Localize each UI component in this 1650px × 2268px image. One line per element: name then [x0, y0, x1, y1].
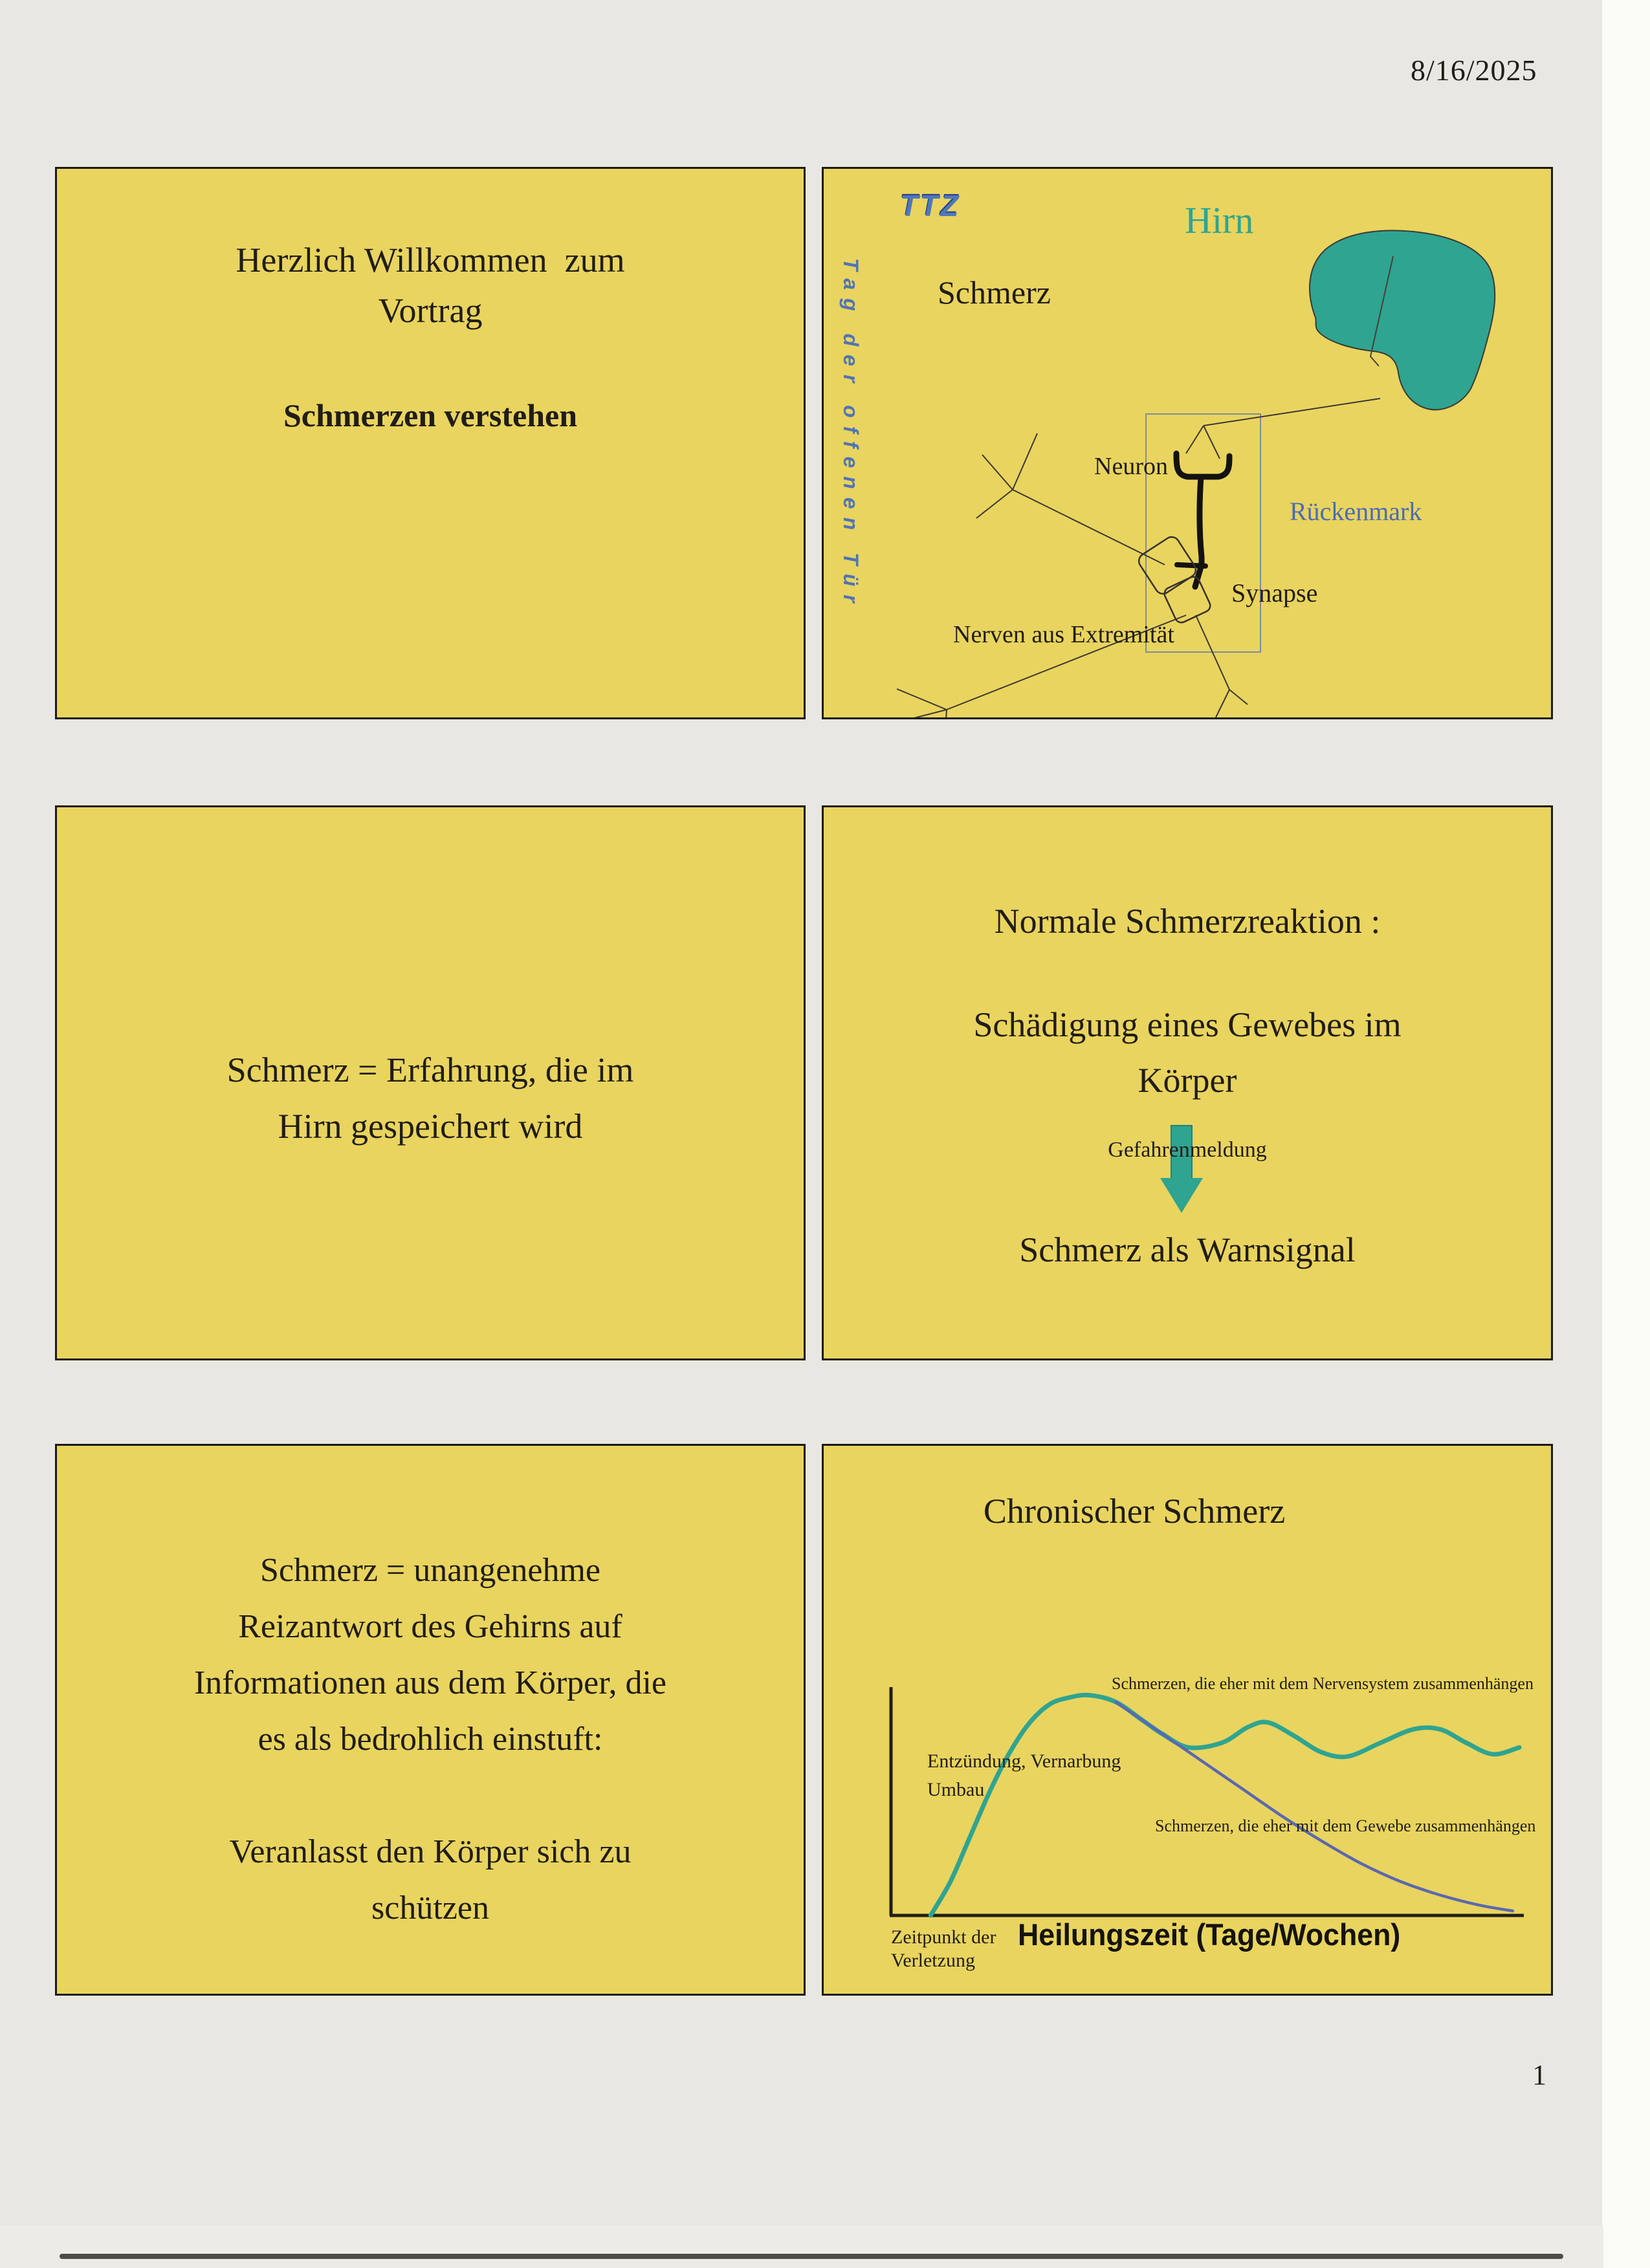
lecture-title: Schmerzen verstehen [283, 397, 578, 433]
spinal-cord-box [1146, 414, 1260, 652]
chronic-pain-chart [824, 1446, 1551, 1994]
brain-label: Hirn [1185, 199, 1254, 241]
protection-line-2: schützen [371, 1890, 489, 1926]
series-label-tissue: Schmerzen, die eher mit dem Gewebe zusammenhängen [1155, 1816, 1536, 1835]
neuron-label: Neuron [1094, 453, 1168, 480]
body-line-2: Körper [1138, 1061, 1237, 1100]
definition-line-1: Schmerz = unangenehme [259, 1552, 601, 1589]
x-axis-label: Heilungszeit (Tage/Wochen) [1018, 1917, 1401, 1952]
brain-shape [1310, 230, 1495, 409]
chart-title: Chronischer Schmerz [983, 1492, 1286, 1531]
neuron-shape [1176, 453, 1229, 587]
slide-pain-definition [55, 1444, 806, 1996]
scanner-shadow-line [60, 2254, 1563, 2259]
synapse-label: Synapse [1231, 578, 1318, 607]
definition-line-2: Reizantwort des Gehirns auf [238, 1608, 622, 1645]
open-house-vertical-text: Tag der offenen Tür [839, 258, 863, 611]
page-number: 1 [1532, 2059, 1546, 2091]
extremity-nerves-label: Nerven aus Extremität [953, 621, 1174, 648]
statement-line-1: Schmerz = Erfahrung, die im [226, 1051, 634, 1089]
danger-message-label: Gefahrenmeldung [1108, 1138, 1267, 1162]
annotation-line-2: Umbau [927, 1779, 985, 1800]
scanner-bottom-strip [0, 2225, 1603, 2268]
nerve-lines [897, 398, 1380, 717]
ttz-logo: TTZ [900, 189, 961, 223]
scanner-edge-strip [1602, 0, 1650, 2268]
pain-label: Schmerz [938, 274, 1051, 311]
slide-title: Normale Schmerzreaktion : [994, 902, 1381, 941]
protection-line-1: Veranlasst den Körper sich zu [229, 1833, 632, 1870]
chart-curves [930, 1695, 1519, 1915]
origin-label-line-1: Zeitpunkt der [891, 1926, 996, 1948]
spinal-cord-label: Rückenmark [1290, 497, 1422, 526]
print-date: 8/16/2025 [1411, 54, 1537, 87]
chart-curve-0 [930, 1695, 1519, 1915]
slide-chronic-pain-chart [822, 1444, 1553, 1996]
nerve-pathway-drawing [824, 169, 1551, 717]
series-label-nervous-system: Schmerzen, die eher mit dem Nervensystem zusammenhängen [1112, 1674, 1534, 1693]
body-line-1: Schädigung eines Gewebes im [973, 1005, 1402, 1044]
welcome-line-2: Vortrag [378, 291, 483, 330]
slide-normal-pain-reaction [822, 805, 1553, 1360]
slide-nerve-diagram [822, 167, 1553, 719]
annotation-line-1: Entzündung, Vernarbung [927, 1750, 1121, 1772]
definition-line-4: es als bedrohlich einstuft: [258, 1721, 603, 1758]
origin-label-line-2: Verletzung [891, 1950, 975, 1971]
down-arrow-head-icon [1160, 1178, 1203, 1213]
statement-line-2: Hirn gespeichert wird [278, 1107, 583, 1146]
welcome-line-1: Herzlich Willkommen zum [236, 241, 625, 279]
warning-signal-statement: Schmerz als Warnsignal [1019, 1230, 1356, 1269]
definition-line-3: Informationen aus dem Körper, die [193, 1664, 666, 1701]
slide-pain-experience [55, 805, 806, 1360]
slide-welcome [55, 167, 806, 719]
